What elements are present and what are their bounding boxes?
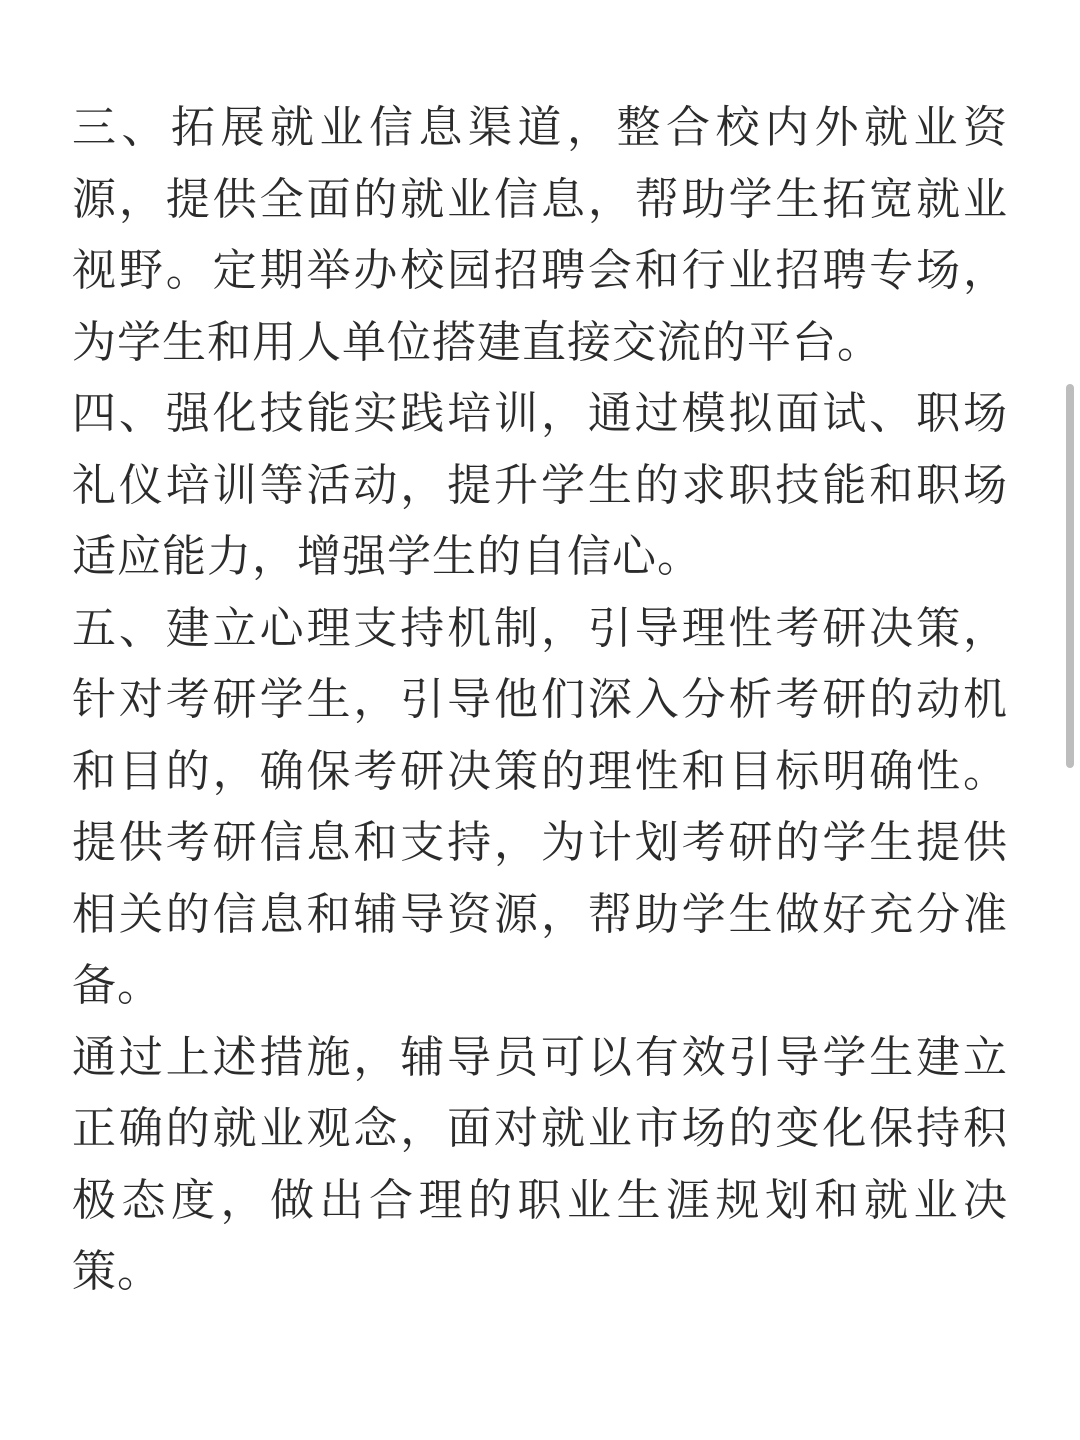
paragraph-conclusion: 通过上述措施，辅导员可以有效引导学生建立正确的就业观念，面对就业市场的变化保持积极态度，做出合理的职业生涯规划和就业决策。	[72, 1031, 1008, 1297]
paragraph-skills-training: 四、强化技能实践培训，通过模拟面试、职场礼仪培训等活动，提升学生的求职技能和职场适应能力，增强学生的自信心。	[72, 388, 1008, 582]
paragraph-psychological-support: 五、建立心理支持机制，引导理性考研决策，针对考研学生，引导他们深入分析考研的动机和目的，确保考研决策的理性和目标明确性。提供考研信息和支持，为计划考研的学生提供相关的信息和辅导资源，帮助学生做好充分准备。	[72, 602, 1008, 1011]
vertical-scrollbar[interactable]	[1066, 384, 1074, 768]
paragraph-expand-channels: 三、拓展就业信息渠道，整合校内外就业资源，提供全面的就业信息，帮助学生拓宽就业视野。定期举办校园招聘会和行业招聘专场，为学生和用人单位搭建直接交流的平台。	[72, 102, 1008, 368]
document-body	[72, 92, 1008, 1308]
